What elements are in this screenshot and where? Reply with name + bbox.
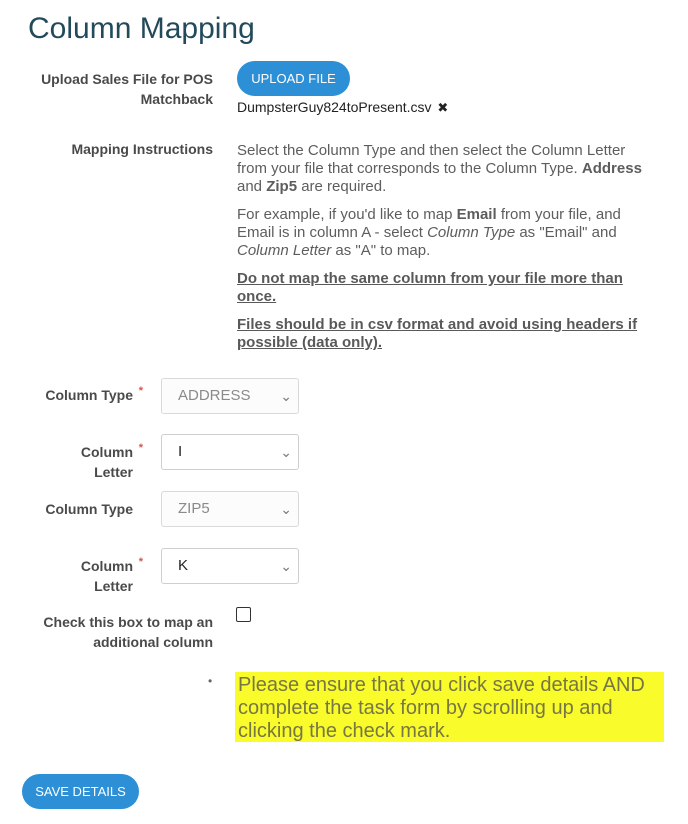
instructions-bold-zip5: Zip5 bbox=[266, 178, 298, 195]
instructions-label: Mapping Instructions bbox=[71, 141, 213, 157]
warning-no-duplicate-columns: Do not map the same column from your file more than once. bbox=[237, 270, 623, 305]
column-letter-select-2[interactable] bbox=[161, 548, 299, 584]
additional-column-label-line1: Check this box to map an bbox=[43, 614, 213, 630]
additional-column-label bbox=[40, 612, 213, 652]
instructions-text: as "A" to map. bbox=[331, 242, 431, 259]
warning-csv-format: Files should be in csv format and avoid using headers if possible (data only). bbox=[237, 316, 638, 351]
upload-label bbox=[40, 69, 213, 109]
uploaded-filename: DumpsterGuy824toPresent.csv bbox=[237, 99, 432, 115]
required-marker: * bbox=[138, 556, 143, 568]
column-letter-value: K bbox=[178, 557, 189, 574]
instructions-paragraph-2 bbox=[237, 206, 657, 260]
save-reminder-notice: Please ensure that you click save details AND complete the task form by scrolling up and clicking the check mark. bbox=[235, 672, 664, 742]
instructions-text: Select the Column Type and then select the Column Letter from your file that corresponds to the Column Type. bbox=[237, 142, 626, 177]
additional-column-checkbox[interactable] bbox=[236, 607, 251, 622]
instructions-italic-column-type: Column Type bbox=[427, 224, 516, 241]
chevron-down-icon: ⌄ bbox=[280, 558, 292, 574]
column-type-label: Column Type bbox=[45, 501, 133, 517]
mapping-instructions bbox=[237, 142, 657, 362]
column-letter-value: I bbox=[178, 443, 183, 460]
additional-column-label-line2: additional column bbox=[93, 634, 213, 650]
instructions-text: are required. bbox=[297, 178, 387, 195]
column-letter-label bbox=[40, 442, 143, 482]
chevron-down-icon: ⌄ bbox=[280, 388, 292, 404]
column-type-label-text: Column Type bbox=[45, 387, 133, 403]
instructions-text: as "Email" and bbox=[515, 224, 617, 241]
column-type-value: ADDRESS bbox=[178, 387, 251, 404]
chevron-down-icon: ⌄ bbox=[280, 444, 292, 460]
upload-label-line2: Matchback bbox=[140, 91, 213, 107]
page-title: Column Mapping bbox=[28, 12, 255, 45]
instructions-bold-address: Address bbox=[581, 160, 642, 177]
save-details-button[interactable]: SAVE DETAILS bbox=[22, 774, 139, 809]
instructions-italic-column-letter: Column Letter bbox=[237, 242, 332, 259]
instructions-text: For example, if you'd like to map bbox=[237, 206, 457, 223]
notice-bullet: • bbox=[208, 674, 213, 688]
upload-label-line1: Upload Sales File for POS bbox=[41, 71, 213, 87]
column-letter-label bbox=[40, 556, 143, 596]
instructions-paragraph-1 bbox=[237, 142, 657, 196]
required-marker: * bbox=[138, 385, 143, 397]
instructions-text: and bbox=[237, 178, 267, 195]
instructions-text: from your file, and Email is in column A - select bbox=[237, 206, 621, 241]
uploaded-file bbox=[237, 99, 448, 116]
column-type-select-1[interactable] bbox=[161, 378, 299, 414]
column-letter-label-text: Column Letter bbox=[80, 558, 133, 594]
column-letter-label-text: Column Letter bbox=[80, 444, 133, 480]
required-marker: * bbox=[138, 442, 143, 454]
upload-file-button[interactable]: UPLOAD FILE bbox=[237, 61, 350, 96]
close-icon[interactable]: ✖ bbox=[437, 100, 449, 115]
column-type-label bbox=[40, 385, 143, 405]
column-letter-select-1[interactable] bbox=[161, 434, 299, 470]
chevron-down-icon: ⌄ bbox=[280, 501, 292, 517]
column-type-value: ZIP5 bbox=[178, 500, 210, 517]
column-type-select-2[interactable] bbox=[161, 491, 299, 527]
instructions-bold-email: Email bbox=[456, 206, 497, 223]
